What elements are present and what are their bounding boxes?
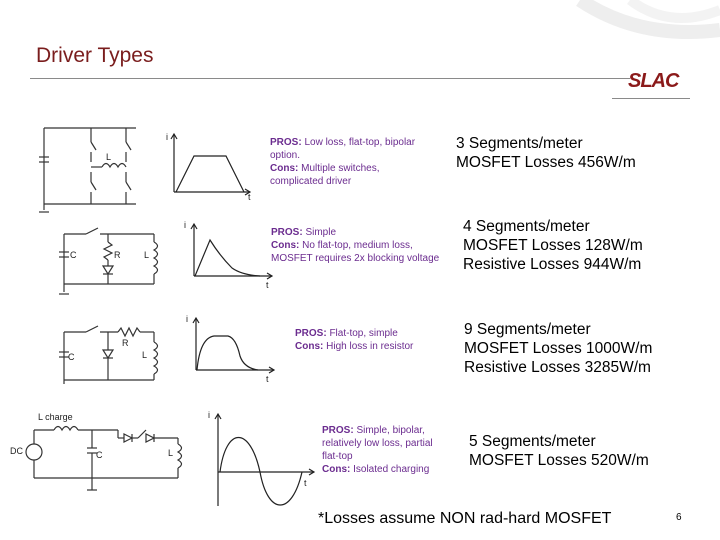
circuit-label: R [114, 250, 121, 260]
cons-text: High loss in resistor [323, 341, 414, 352]
pros-label: PROS: [295, 328, 327, 339]
segment-summary-2 [463, 217, 643, 274]
x-axis-label: t [266, 374, 269, 384]
circuit-label: C [96, 450, 103, 460]
segments-per-meter: 3 Segments/meter [456, 135, 583, 152]
segments-per-meter: 5 Segments/meter [469, 433, 596, 450]
resistive-losses: Resistive Losses 3285W/m [464, 359, 651, 376]
footnote: *Losses assume NON rad-hard MOSFET [318, 510, 612, 527]
pros-cons-2 [271, 226, 451, 265]
cons-label: Cons: [322, 464, 351, 475]
cons-text: Multiple switches, complicated driver [270, 163, 380, 187]
y-axis-label: i [186, 314, 188, 324]
current-waveform-3 [184, 312, 282, 384]
segments-per-meter: 9 Segments/meter [464, 321, 591, 338]
mosfet-losses: MOSFET Losses 1000W/m [464, 340, 653, 357]
circuit-label: L [142, 350, 148, 360]
cons-label: Cons: [271, 240, 300, 251]
mosfet-losses: MOSFET Losses 128W/m [463, 237, 643, 254]
pros-text: Simple, bipolar, relatively low loss, partial flat-top [322, 425, 433, 462]
circuit-label: R [122, 338, 129, 348]
x-axis-label: t [248, 192, 251, 200]
pros-cons-4 [322, 424, 442, 476]
circuit-label: L [168, 448, 174, 458]
circuit-label: C [70, 250, 77, 260]
header-decoration [520, 0, 720, 100]
segment-summary-1 [456, 134, 636, 172]
current-waveform-4 [204, 406, 320, 510]
segment-summary-3 [464, 320, 652, 377]
pros-cons-3 [295, 327, 435, 353]
current-waveform-2 [180, 218, 278, 290]
y-axis-label: i [166, 132, 168, 142]
circuit-label: DC [10, 446, 23, 456]
circuit-diagram-4 [8, 408, 198, 494]
page-title: Driver Types [36, 44, 154, 67]
pros-text: Low loss, flat-top, bipolar option. [270, 137, 416, 161]
y-axis-label: i [184, 220, 186, 230]
cons-text: No flat-top, medium loss, MOSFET requires 2x blocking voltage [271, 240, 440, 264]
circuit-label: L [106, 152, 112, 162]
circuit-diagram-3 [56, 318, 166, 388]
circuit-label: C [68, 352, 75, 362]
x-axis-label: t [304, 478, 307, 488]
pros-text: Simple [302, 227, 337, 238]
circuit-label: L [144, 250, 150, 260]
pros-cons-1 [270, 136, 420, 188]
page-number: 6 [676, 512, 682, 523]
circuit-diagram-2 [56, 222, 166, 296]
segments-per-meter: 4 Segments/meter [463, 218, 590, 235]
cons-label: Cons: [295, 341, 324, 352]
segment-summary-4 [469, 432, 649, 470]
pros-label: PROS: [271, 227, 303, 238]
pros-label: PROS: [322, 425, 354, 436]
x-axis-label: t [266, 280, 269, 290]
resistive-losses: Resistive Losses 944W/m [463, 256, 642, 273]
y-axis-label: i [208, 410, 210, 420]
slac-logo: SLAC [628, 70, 679, 92]
circuit-label: L charge [38, 412, 73, 422]
current-waveform-1 [164, 130, 258, 200]
cons-label: Cons: [270, 163, 299, 174]
mosfet-losses: MOSFET Losses 456W/m [456, 154, 636, 171]
pros-text: Flat-top, simple [326, 328, 398, 339]
pros-label: PROS: [270, 137, 302, 148]
cons-text: Isolated charging [350, 464, 430, 475]
circuit-diagram-1 [36, 122, 146, 214]
mosfet-losses: MOSFET Losses 520W/m [469, 452, 649, 469]
